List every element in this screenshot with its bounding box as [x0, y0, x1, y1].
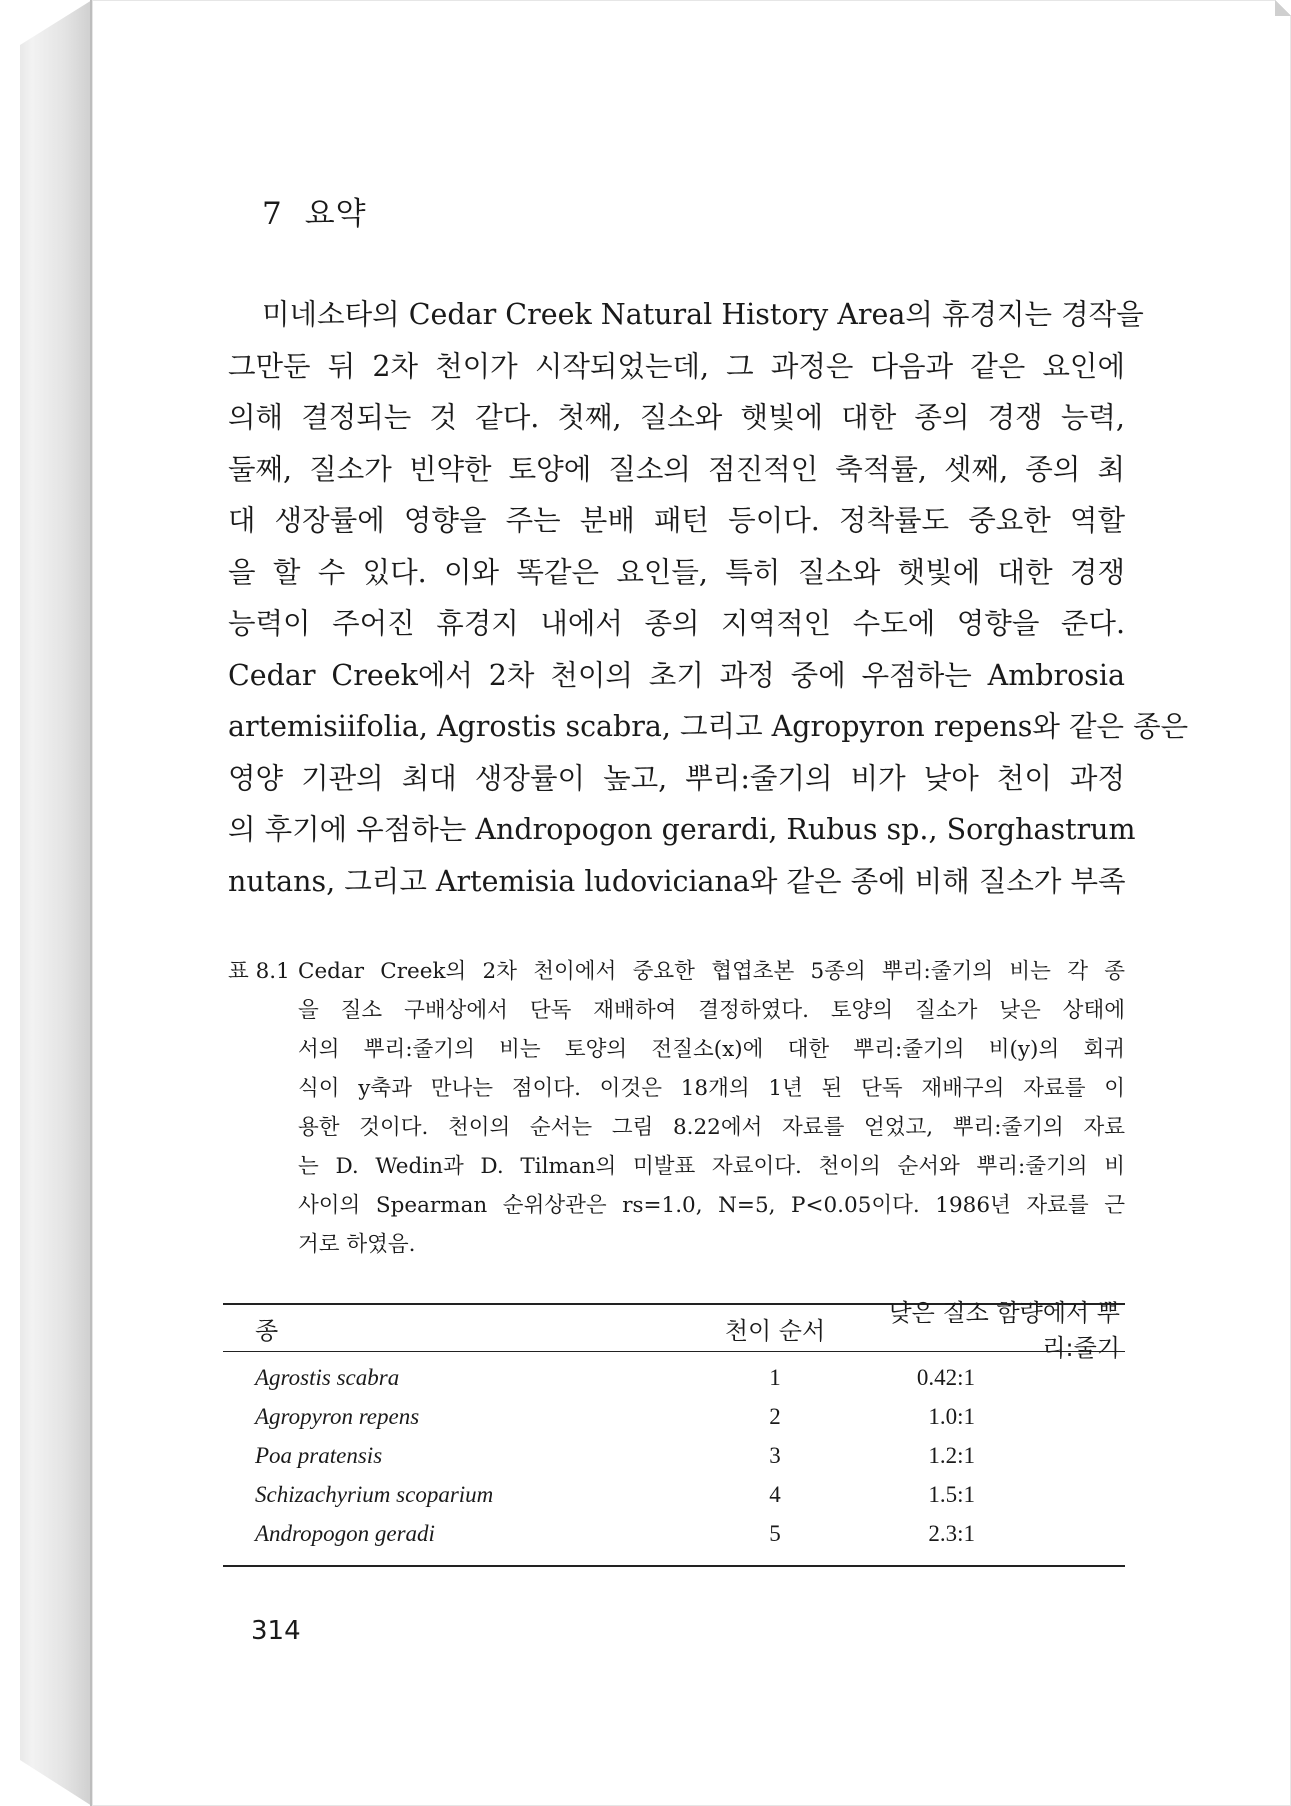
- header-root-shoot: 낮은 질소 함량에서 뿌리:줄기: [888, 1299, 1120, 1362]
- table-caption: [228, 952, 1125, 1264]
- caption-line: 사이의 Spearman 순위상관은 rs=1.0, N=5, P<0.05이다. 1986년 자료를 근: [298, 1193, 1125, 1218]
- caption-line: 식이 y축과 만나는 점이다. 이것은 18개의 1년 된 단독 재배구의 자료를 이: [298, 1076, 1125, 1101]
- body-line: 을 할 수 있다. 이와 똑같은 요인들, 특히 질소와 햇빛에 대한 경쟁: [228, 555, 1125, 589]
- cell-order: 5: [769, 1520, 781, 1546]
- section-heading: [262, 188, 367, 233]
- body-line: Cedar Creek에서 2차 천이의 초기 과정 중에 우점하는 Ambrosia: [228, 658, 1125, 692]
- page-corner: [1275, 0, 1291, 16]
- body-line: 영양 기관의 최대 생장률이 높고, 뿌리:줄기의 비가 낮아 천이 과정: [228, 761, 1125, 795]
- caption-line: 거로 하였음.: [298, 1232, 416, 1257]
- page-number: 314: [251, 1616, 301, 1646]
- cell-species: Poa pratensis: [255, 1442, 383, 1468]
- caption-line: 는 D. Wedin과 D. Tilman의 미발표 자료이다. 천이의 순서와 뿌리:줄기의 비: [298, 1154, 1125, 1179]
- header-succession-order: 천이 순서: [724, 1316, 826, 1345]
- data-table: [223, 1299, 1125, 1567]
- caption-line: 을 질소 구배상에서 단독 재배하여 결정하였다. 토양의 질소가 낮은 상태에: [298, 998, 1125, 1023]
- table-header: [223, 1299, 1125, 1362]
- body-paragraph: [228, 289, 1189, 907]
- book-spine: [0, 0, 92, 1806]
- section-title: 요약: [304, 196, 367, 232]
- body-line: 둘째, 질소가 빈약한 토양에 질소의 점진적인 축적률, 셋째, 종의 최: [228, 452, 1125, 486]
- body-line: 의해 결정되는 것 같다. 첫째, 질소와 햇빛에 대한 종의 경쟁 능력,: [228, 401, 1125, 434]
- body-line: nutans, 그리고 Artemisia ludoviciana와 같은 종에 비해 질소가 부족: [228, 864, 1126, 898]
- cell-order: 1: [769, 1364, 781, 1390]
- cell-species: Andropogon geradi: [255, 1520, 435, 1546]
- table-row: [223, 1397, 1125, 1436]
- caption-line: 용한 것이다. 천이의 순서는 그림 8.22에서 자료를 얻었고, 뿌리:줄기의 자료: [298, 1115, 1125, 1140]
- cell-species: Agropyron repens: [255, 1403, 420, 1429]
- body-line: 그만둔 뒤 2차 천이가 시작되었는데, 그 과정은 다음과 같은 요인에: [228, 349, 1125, 383]
- cell-order: 2: [769, 1403, 781, 1429]
- cell-ratio: 1.2:1: [928, 1442, 975, 1468]
- table-body: [223, 1358, 1125, 1565]
- caption-label: 표 8.1: [228, 959, 290, 984]
- caption-text: [298, 952, 1125, 1264]
- caption-line: Cedar Creek의 2차 천이에서 중요한 협엽초본 5종의 뿌리:줄기의 비는 각 종: [298, 959, 1125, 984]
- table-row: [223, 1514, 1125, 1553]
- section-number: 7: [262, 196, 283, 232]
- cell-ratio: 2.3:1: [928, 1520, 975, 1546]
- cell-order: 3: [769, 1442, 781, 1468]
- cell-species: Agrostis scabra: [255, 1364, 400, 1390]
- table-row: [223, 1358, 1125, 1397]
- body-line: 대 생장률에 영향을 주는 분배 패턴 등이다. 정착률도 중요한 역할: [228, 504, 1125, 537]
- table-row: [223, 1436, 1125, 1475]
- body-line: 의 후기에 우점하는 Andropogon gerardi, Rubus sp., Sorghastrum: [228, 813, 1136, 846]
- body-line: 미네소타의 Cedar Creek Natural History Area의 휴경지는 경작을: [262, 298, 1144, 331]
- cell-ratio: 1.5:1: [928, 1481, 975, 1507]
- caption-line: 서의 뿌리:줄기의 비는 토양의 전질소(x)에 대한 뿌리:줄기의 비(y)의 회귀: [298, 1037, 1125, 1062]
- table-row: [223, 1475, 1125, 1514]
- cell-ratio: 0.42:1: [916, 1364, 975, 1390]
- body-line: 능력이 주어진 휴경지 내에서 종의 지역적인 수도에 영향을 준다.: [228, 607, 1125, 640]
- cell-species: Schizachyrium scoparium: [255, 1481, 494, 1507]
- cell-ratio: 1.0:1: [928, 1403, 975, 1429]
- cell-order: 4: [769, 1481, 781, 1507]
- header-species: 종: [255, 1316, 279, 1345]
- body-line: artemisiifolia, Agrostis scabra, 그리고 Agropyron repens와 같은 종은: [228, 710, 1189, 743]
